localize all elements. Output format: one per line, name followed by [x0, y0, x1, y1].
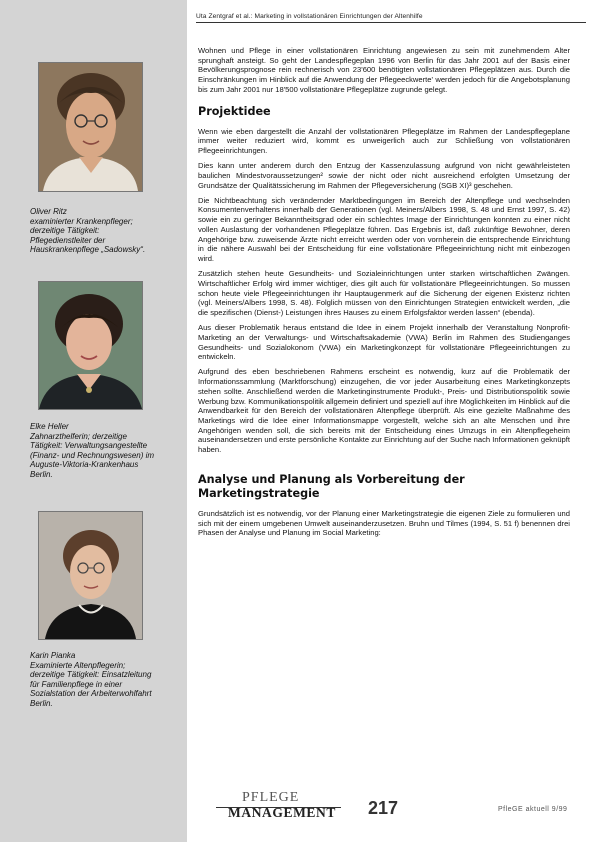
- page-footer: [200, 790, 590, 830]
- paragraph: Zusätzlich stehen heute Gesundheits- und Sozialeinrichtungen unter starken wirtschaftlichen Zwängen. Wirtschaftlicher Erfolg wird immer wichtiger, dies gilt auch für vollstationäre Pflegeeinrichtungen. So mussen schon heute viele Pflegeeinrichtungen ihr Hauptaugenmerk auf die Sicherung der eigenen Existenz richten (vgl. Meiners/Albers 1998, S. 48). Folglich müssen von den Einrichtungen Strategien entwickelt werden, „die die spezifischen (Dienst-) Leistungen ihres Hauses zu einem Erfolgsfaktor werden lassen“ (ebenda).: [198, 269, 570, 317]
- paragraph: Aus dieser Problematik heraus entstand die Idee in einem Projekt innerhalb der Veranstaltung Nonprofit-Marketing an der Verwaltungs- und Wirtschaftsakademie (VWA) Berlin im Rahmen des Studienganges Gesundheits- und Sozialokonom (VWA) ein Marketingkonzept für vollstationäre Pflegeeinrichtungen zu entwickeln.: [198, 323, 570, 362]
- portrait-photo-3: [38, 511, 143, 640]
- intro-paragraph: Wohnen und Pflege in einer vollstationären Einrichtung angewiesen zu sein mit zunehmendem Alter sprunghaft ansteigt. So geht der Landespflegeplan 1996 von Berlin für das Jahr 2001 auf der Basis einer Bevölkerungsprognose rein rechnerisch von 23'600 benötigten vollstationären Pflegeplätzen aus. Durch die Einschränkungen im Hinblick auf die Anwendung der Pflegeeckwerte' werden jedoch für die Angebotsplanung bis zum Jahr 2001 nur 18'500 vollstationäre Pflegeplätze zugrunde gelegt.: [198, 46, 570, 94]
- running-head: Uta Zentgraf et al.: Marketing in vollstationären Einrichtungen der Altenhilfe: [196, 13, 423, 20]
- caption-3: [30, 651, 155, 709]
- paragraph: Dies kann unter anderem durch den Entzug der Kassenzulassung aufgrund von nicht gewährleisteten baulichen Mindestvoraussetzungen² sowie der nicht oder nicht ausreichend erfolgten Umsetzung der Grundsätze der Qualitätssicherung im Rahmen der Pflegeversicherung (SGB XI)³ geschehen.: [198, 161, 570, 190]
- logo-bottom-text: MANAGEMENT: [228, 805, 336, 820]
- heading-projektidee: Projektidee: [198, 104, 271, 118]
- caption-2: [30, 422, 155, 480]
- issue-label: PfleGE aktuell 9/99: [498, 806, 568, 813]
- header-rule: [196, 22, 586, 23]
- paragraph: Wenn wie eben dargestellt die Anzahl der vollstationären Pflegeplätze im Rahmen der Landespflegeplane immer weiter reduziert wird, kommt es unweigerlich auch zur Schließung von vollstationären Pflegeeinrichtungen.: [198, 126, 570, 155]
- paragraph: Aufgrund des eben beschriebenen Rahmens erscheint es notwendig, kurz auf die Problematik der Informationssammlung (Marktforschung) einzugehen, die vor jeder Ausarbeitung eines Marketingkonzepts stehen sollte. Anschließend werden die Marketinginstrumente Produkt-, Preis- und Distributionspolitik sowie Werbung bzw. Kommunikationspolitik allgemein definiert und speziell auf ihre Möglichkeiten im Hinblick auf die Anwendbarkeit für den Bereich der vollstationären Altenpflege überprüft. Als eine gezielte Maßnahme des Marketings wird die Idee einer Informationsmappe vorgestellt, welche sich an alte Menschen und ihre Angehörigen wenden soll, die sich bereits mit der Entscheidung eines Umzugs in ein Altenpflegeheim auseinandersetzen und erste persönliche Kontakte zur Einrichtung auf der Suche nach Informationen geknüpft haben.: [198, 367, 570, 455]
- caption-desc: examinierter Krankenpfleger; derzeitige Tätigkeit: Pflegedienstleiter der Hauskrankenpflege „Sadowsky“.: [30, 216, 146, 255]
- page-number: 217: [368, 798, 399, 818]
- paragraph: Die Nichtbeachtung sich verändernder Marktbedingungen im Bereich der Altenpflege und wechselnden Konsumentenverhaltens innerhalb der Generationen (vgl. Meiners/Albers 1998, S. 48 und Ernst 1997, S. 42) sowie ein zu geringer Bekanntheitsgrad oder ein schlechtes Image der Einrichtungen konnten zu einer nicht vollen Auslastung der vorhandenen Pflegeplätze führen. Das Ergebnis ist, daß zukünftige Bewohner, deren Angehörige bzw. zuweisende Ärzte nicht erreicht werden oder von vornherein die entsprechende Einrichtung in die nähere Auswahl bei der Entscheidung für eine vollstationäre Pflegeeinrichtung nicht mit einbezogen wird.: [198, 195, 570, 263]
- caption-desc: Examinierte Altenpflegerin; derzeitige Tätigkeit: Einsatzleitung für Familienpflege in einer Sozialstation der Arbeiterwohlfahrt Berlin.: [30, 660, 152, 708]
- caption-1: [30, 207, 155, 255]
- portrait-photo-2: [38, 281, 143, 410]
- journal-logo: [216, 790, 336, 824]
- logo-top-text: PFLEGE: [242, 790, 300, 805]
- heading-analyse: Analyse und Planung als Vorbereitung der Marketingstrategie: [198, 472, 465, 500]
- caption-name: Oliver Ritz: [30, 207, 67, 216]
- caption-desc: Zahnarzthelferin; derzeitige Tätigkeit: Verwaltungsangestellte (Finanz- und Rechnungswesen) im Auguste-Viktoria-Krankenhaus Berlin.: [30, 431, 155, 479]
- article-body: [198, 46, 570, 543]
- caption-name: Karin Pianka: [30, 651, 76, 660]
- paragraph: Grundsätzlich ist es notwendig, vor der Planung einer Marketingstrategie die eigenen Ziele zu formulieren und sich mit der einem umgebenen Umwelt auseinanderzusetzen. Bruhn und Tilmes (1994, S. 51 f) benennen drei Phasen der Analyse und Planung im Social Marketing:: [198, 508, 570, 538]
- portrait-photo-1: [38, 62, 143, 192]
- caption-name: Elke Heller: [30, 422, 69, 431]
